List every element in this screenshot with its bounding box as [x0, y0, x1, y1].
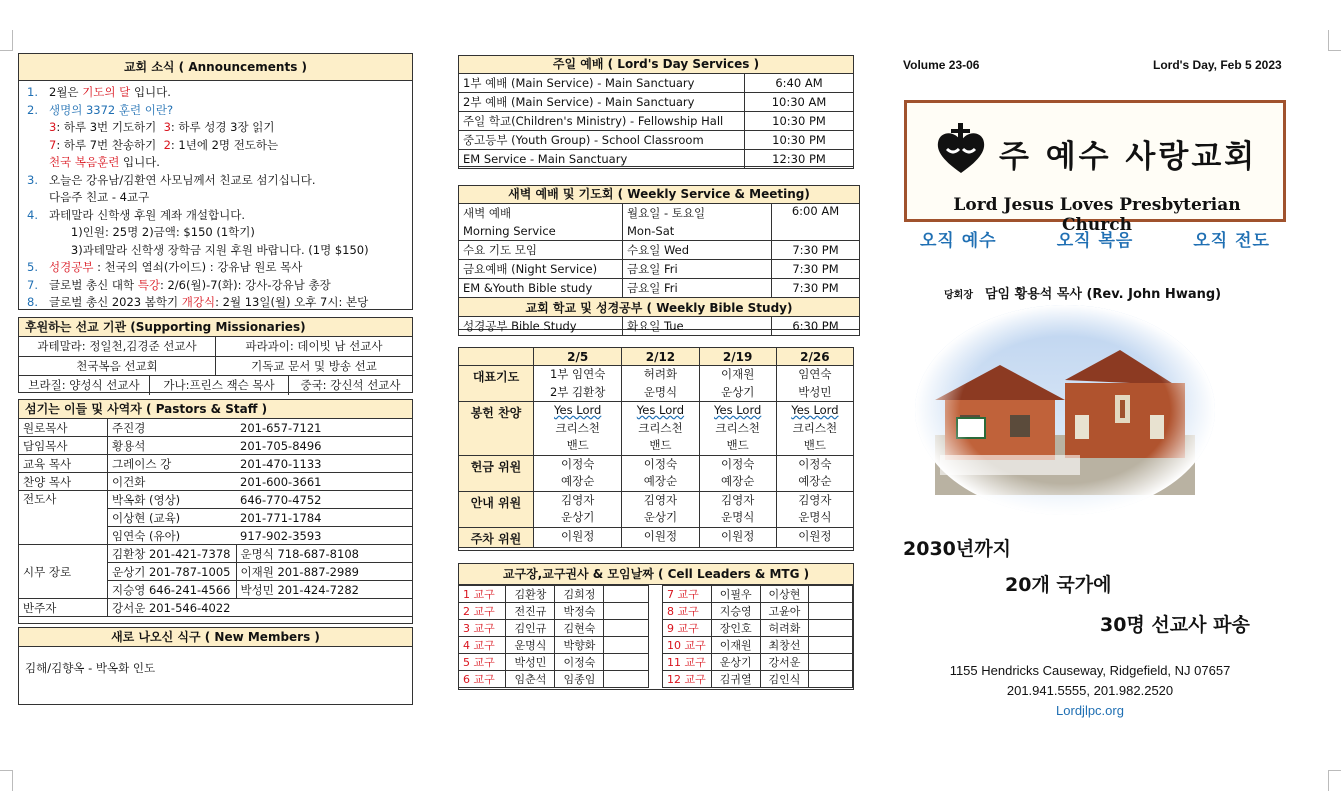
pastor-line [944, 283, 1221, 302]
cell-leader: 전진규 [506, 603, 555, 620]
cell-deaconess: 고윤아 [760, 603, 809, 620]
cell-leader: 김귀열 [711, 671, 760, 688]
duty-name: 이원정 [643, 529, 678, 544]
lords-day-title: 주일 예배 ( Lord's Day Services ) [459, 56, 853, 74]
cell-meeting [604, 637, 649, 654]
announcement-text: 7 [49, 137, 57, 152]
duty-name: 밴드 [803, 438, 826, 452]
logo-korean-name: 주 예수 사랑교회 [999, 139, 1258, 175]
announcement-text: 오늘은 강유남/김환연 사모님께서 친교로 섬기십니다. [49, 172, 316, 187]
duty-name: 이정숙 [720, 456, 755, 471]
announcements-list [19, 81, 412, 312]
vision-line-1: 2030년까지 [903, 538, 1011, 560]
staff-role: 찬양 목사 [19, 473, 108, 491]
missionaries-title: 후원하는 선교 기관 (Supporting Missionaries) [19, 318, 412, 337]
meeting-time: 6:30 PM [772, 317, 860, 336]
duty-date-header: 2/26 [776, 348, 853, 366]
cells-box [458, 563, 854, 690]
meeting-name: EM &Youth Bible study [459, 279, 623, 298]
duty-name: 이정숙 [643, 456, 678, 471]
announcement-item [27, 189, 412, 207]
staff-phone: 201-600-3661 [236, 473, 413, 491]
cell-group-number: 7 교구 [663, 586, 712, 603]
cell-meeting [604, 671, 649, 688]
cell-deaconess: 박정숙 [555, 603, 604, 620]
cell-leader: 김인규 [506, 620, 555, 637]
duty-cell [534, 366, 622, 402]
page-corner-mark [0, 770, 13, 791]
cell-leader: 운상기 [711, 654, 760, 671]
duty-role-label: 안내 위원 [459, 491, 534, 527]
vision-line-3: 30명 선교사 파송 [1100, 614, 1250, 636]
announcement-number: 3. [27, 172, 38, 187]
staff-role: 교육 목사 [19, 455, 108, 473]
service-name: 중고등부 (Youth Group) - School Classroom [459, 131, 745, 150]
announcement-item [27, 137, 412, 155]
duty-name: 밴드 [726, 438, 749, 452]
staff-name: 그레이스 강 [108, 455, 237, 473]
volume-label: Volume 23-06 [903, 58, 980, 72]
duty-name: 이정숙 [561, 456, 595, 471]
duty-name: 예장순 [720, 474, 755, 488]
staff-phone: 201-657-7121 [236, 419, 413, 437]
cell-meeting [809, 637, 853, 654]
duty-cell [776, 527, 853, 547]
missionary-cell: 가나:프린스 잭슨 목사 [150, 376, 289, 395]
duty-name: 운상기 [643, 510, 678, 524]
missionaries-box [18, 317, 413, 393]
cell-deaconess: 김인식 [760, 671, 809, 688]
announcement-item [27, 84, 412, 102]
duty-role-label: 대표기도 [459, 366, 534, 402]
cell-group-number: 9 교구 [663, 620, 712, 637]
duty-date-header: 2/5 [534, 348, 622, 366]
duty-name: 이원정 [561, 529, 595, 544]
announcement-text: 특강 [137, 277, 160, 292]
elder-entry: 박성민 201-424-7282 [236, 581, 413, 599]
cell-deaconess: 이정숙 [555, 654, 604, 671]
meeting-name: 새벽 예배 [459, 204, 623, 223]
announcement-number: 1. [27, 85, 38, 99]
service-time: 6:40 AM [745, 74, 854, 93]
announcements-box [18, 53, 413, 310]
announcement-item [27, 242, 412, 260]
meeting-day: 금요일 Fri [623, 260, 772, 279]
meeting-name: Morning Service [459, 222, 623, 241]
duty-cell [776, 366, 853, 402]
pastor-name: 담임 황용석 목사 (Rev. John Hwang) [985, 287, 1222, 302]
missionary-cell: 과테말라: 정일천,김경준 선교사 [19, 337, 216, 356]
announcement-text: : 하루 3번 기도하기 [56, 120, 164, 134]
announcement-text: 글로벌 총신 2023 봄학기 [49, 295, 182, 309]
cell-group-number: 5 교구 [459, 654, 506, 671]
staff-name: 박옥화 (영상) [108, 491, 237, 509]
staff-phone: 201-705-8496 [236, 437, 413, 455]
duty-name: 운명식 [720, 510, 755, 524]
duty-name: 예장순 [643, 474, 678, 488]
service-time: 10:30 AM [745, 93, 854, 112]
meeting-name: 수요 기도 모임 [459, 241, 623, 260]
meeting-day: 수요일 Wed [623, 241, 772, 260]
duty-cell [622, 455, 699, 491]
announcement-text: 성경공부 [49, 260, 94, 274]
duty-name: 2부 김환창 [549, 384, 606, 399]
duty-name: Yes Lord [554, 403, 602, 417]
heart-cross-logo-icon [931, 121, 991, 181]
church-building-image [915, 305, 1215, 515]
announcement-item [27, 207, 412, 225]
service-time: 12:30 PM [745, 150, 854, 169]
service-name: EM Service - Main Sanctuary [459, 150, 745, 169]
cell-meeting [604, 620, 649, 637]
service-date: Lord's Day, Feb 5 2023 [1153, 58, 1282, 72]
meeting-time [772, 222, 860, 241]
slogans [920, 226, 1270, 251]
announcements-title: 교회 소식 ( Announcements ) [19, 54, 412, 81]
duty-role-label: 헌금 위원 [459, 455, 534, 491]
elder-entry: 김환창 201-421-7378 [108, 545, 237, 563]
duty-name: 크리스천 [792, 420, 838, 435]
staff-name: 이상현 (교육) [108, 509, 237, 527]
duty-box [458, 347, 854, 551]
cell-deaconess: 임종임 [555, 671, 604, 688]
missionary-cell: 브라질: 양성식 선교사 [19, 376, 150, 395]
duty-cell [534, 455, 622, 491]
duty-cell [776, 491, 853, 527]
duty-name: 임연숙 [798, 367, 832, 381]
weekly-box [458, 185, 860, 333]
announcement-number: 7. [27, 277, 38, 292]
missionaries-row3 [19, 376, 412, 395]
announcement-text: 생명의 3372 훈련 이란? [49, 102, 174, 117]
duty-name: 김영자 [798, 492, 832, 507]
cell-leader: 이필우 [711, 586, 760, 603]
weekly-table [458, 203, 860, 336]
cell-leader: 지승영 [711, 603, 760, 620]
elder-entry: 운상기 201-787-1005 [108, 563, 237, 581]
cell-group-number: 2 교구 [459, 603, 506, 620]
announcement-item [27, 294, 412, 312]
cell-meeting [604, 603, 649, 620]
duty-cell [776, 455, 853, 491]
announcement-text: 다음주 친교 - 4교구 [49, 190, 150, 204]
staff-role: 전도사 [19, 491, 108, 545]
weekly-title: 새벽 예배 및 기도회 ( Weekly Service & Meeting) [459, 186, 859, 204]
duty-cell [622, 402, 699, 456]
announcement-text: : 천국의 열쇠(가이드) : 강유남 원로 목사 [93, 260, 303, 274]
duty-role-label: 봉헌 찬양 [459, 402, 534, 456]
staff-name: 주진경 [108, 419, 237, 437]
announcement-item [27, 119, 412, 137]
announcement-text: 2월은 [49, 85, 83, 99]
duty-name: 운상기 [561, 510, 595, 524]
cell-deaconess: 김희정 [555, 586, 604, 603]
cell-meeting [809, 620, 853, 637]
staff-name: 임연숙 (유아) [108, 527, 237, 545]
meeting-time: 7:30 PM [772, 260, 860, 279]
announcement-text: 3)과테말라 신학생 장학금 지원 후원 바랍니다. (1명 $150) [49, 242, 369, 257]
cell-leader: 장인호 [711, 620, 760, 637]
cell-meeting [809, 586, 853, 603]
duty-name: 예장순 [798, 474, 832, 488]
announcement-text: 천국 복음훈련 [49, 155, 120, 169]
cells-title: 교구장,교구권사 & 모임날짜 ( Cell Leaders & MTG ) [459, 564, 853, 585]
church-address: 1155 Hendricks Causeway, Ridgefield, NJ 07657 [949, 663, 1231, 678]
duty-name: 김영자 [561, 492, 595, 507]
duty-name: 밴드 [649, 438, 672, 452]
announcement-item [27, 224, 412, 242]
pastor-prefix: 당회장 [944, 290, 973, 301]
lords-day-table [458, 73, 854, 169]
duty-table [458, 347, 854, 548]
duty-cell [776, 402, 853, 456]
missionary-cell: 기독교 문서 및 방송 선교 [251, 358, 377, 373]
duty-cell [699, 527, 776, 547]
announcement-text: : 하루 7번 찬송하기 [56, 137, 164, 152]
cell-group-number: 12 교구 [663, 671, 712, 688]
cells-grid [459, 585, 853, 688]
duty-name: 크리스천 [638, 420, 683, 435]
cell-leader: 임춘석 [506, 671, 555, 688]
duty-name: 운명식 [798, 510, 832, 524]
announcement-text: : 하루 성경 3장 읽기 [170, 120, 275, 134]
staff-phone: 646-770-4752 [236, 491, 413, 509]
cells-right-table [662, 585, 853, 688]
service-name: 1부 예배 (Main Service) - Main Sanctuary [459, 74, 745, 93]
page-corner-mark [1328, 770, 1341, 791]
cell-group-number: 11 교구 [663, 654, 712, 671]
duty-cell [622, 366, 699, 402]
duty-name: 박성민 [798, 384, 832, 399]
duty-name: 예장순 [561, 474, 595, 488]
announcement-item [27, 154, 412, 172]
staff-name: 강서운 201-546-4022 [108, 599, 413, 617]
new-members-title: 새로 나오신 식구 ( New Members ) [19, 628, 412, 647]
duty-name: 밴드 [566, 438, 589, 452]
vision-line-2: 20개 국가에 [1005, 574, 1112, 596]
cell-deaconess: 이상현 [760, 586, 809, 603]
announcement-text: 3 [163, 120, 171, 134]
logo-english-name: Lord Jesus Loves Presbyterian Church [953, 195, 1241, 235]
staff-table [18, 418, 413, 617]
staff-role: 원로목사 [19, 419, 108, 437]
announcement-text: 글로벌 총신 대학 [49, 277, 138, 292]
staff-phone: 201-470-1133 [236, 455, 413, 473]
staff-title: 섬기는 이들 및 사역자 ( Pastors & Staff ) [19, 400, 412, 419]
cell-deaconess: 최창선 [760, 637, 809, 654]
cell-group-number: 1 교구 [459, 586, 506, 603]
duty-cell [534, 527, 622, 547]
meeting-day: 월요일 - 토요일 [623, 204, 772, 223]
meeting-time: 7:30 PM [772, 279, 860, 298]
staff-box [18, 399, 413, 624]
page-corner-mark [1328, 30, 1341, 51]
duty-name: 김영자 [643, 492, 678, 507]
announcement-number: 4. [27, 207, 38, 222]
duty-name: 이원정 [720, 529, 755, 544]
duty-name: Yes Lord [791, 403, 839, 417]
slogan-text: 오직 예수 [920, 231, 997, 251]
announcement-text: : 2월 13일(월) 오후 7시: 본당 [215, 295, 369, 309]
announcement-number: 5. [27, 260, 38, 274]
staff-phone: 201-771-1784 [236, 509, 413, 527]
announcement-text: 1)인원: 25명 2)금액: $150 (1학기) [49, 225, 255, 239]
missionaries-table [19, 337, 412, 376]
service-time: 10:30 PM [745, 131, 854, 150]
duty-cell [699, 366, 776, 402]
cell-leader: 박성민 [506, 654, 555, 671]
meeting-day: Mon-Sat [623, 222, 772, 241]
duty-name: Yes Lord [636, 403, 685, 417]
cell-deaconess: 허려화 [760, 620, 809, 637]
church-phones: 201.941.5555, 201.982.2520 [1006, 683, 1174, 698]
elder-entry: 운명식 718-687-8108 [236, 545, 413, 563]
slogan-text: 오직 복음 [1056, 231, 1134, 251]
announcement-item [27, 172, 412, 190]
slogan-text: 오직 전도 [1193, 231, 1270, 251]
elder-entry: 이재원 201-887-2989 [236, 563, 413, 581]
meeting-time: 7:30 PM [772, 241, 860, 260]
duty-cell [534, 402, 622, 456]
elder-entry: 지승영 646-241-4566 [108, 581, 237, 599]
duty-name: 운명식 [643, 384, 678, 399]
duty-cell [699, 455, 776, 491]
cell-meeting [809, 671, 853, 688]
staff-name: 황용석 [108, 437, 237, 455]
duty-role-label: 주차 위원 [459, 527, 534, 547]
staff-role: 담임목사 [19, 437, 108, 455]
cell-meeting [809, 654, 853, 671]
announcement-text: 기도의 달 [82, 85, 131, 99]
duty-name: 이원정 [798, 529, 832, 544]
announcement-text: 입니다. [130, 85, 171, 99]
service-time: 10:30 PM [745, 112, 854, 131]
cell-leader: 운명식 [506, 637, 555, 654]
announcement-text: 2 [163, 137, 171, 152]
cell-group-number: 3 교구 [459, 620, 506, 637]
duty-cell [622, 491, 699, 527]
announcement-item [27, 277, 412, 295]
duty-name: 이재원 [720, 367, 755, 381]
duty-name: 김영자 [720, 492, 755, 507]
duty-name: 크리스천 [715, 420, 760, 435]
announcement-number: 2. [27, 102, 38, 117]
duty-cell [622, 527, 699, 547]
cell-meeting [604, 586, 649, 603]
cell-group-number: 6 교구 [459, 671, 506, 688]
cell-deaconess: 박향화 [555, 637, 604, 654]
announcement-text: 3 [49, 120, 57, 134]
cell-meeting [809, 603, 853, 620]
announcement-text: : 1년에 2명 전도하는 [170, 137, 279, 152]
duty-cell [699, 402, 776, 456]
cell-group-number: 4 교구 [459, 637, 506, 654]
service-name: 주일 학교(Children's Ministry) - Fellowship Hall [459, 112, 745, 131]
cell-group-number: 10 교구 [663, 637, 712, 654]
new-members-text: 김해/김향옥 - 박옥화 인도 [25, 661, 156, 675]
missionary-cell: 천국복음 선교회 [19, 356, 216, 375]
staff-phone: 917-902-3593 [236, 527, 413, 545]
lords-day-box [458, 55, 854, 167]
announcement-item [27, 259, 412, 277]
cell-leader: 김환창 [506, 586, 555, 603]
cell-meeting [604, 654, 649, 671]
announcement-text: : 2/6(월)-7(화): 강사-강유남 총장 [159, 277, 331, 292]
new-members-box [18, 627, 413, 705]
announcement-item [27, 102, 412, 120]
page-corner-mark [0, 30, 13, 51]
announcement-text: 입니다. [119, 155, 160, 169]
duty-name: 크리스천 [555, 420, 600, 435]
meeting-day: 화요일 Tue [623, 317, 772, 336]
duty-date-header: 2/19 [699, 348, 776, 366]
church-photo [915, 305, 1215, 515]
announcement-number: 8. [27, 295, 38, 309]
meeting-name: 성경공부 Bible Study [459, 317, 623, 336]
meeting-name: 금요예배 (Night Service) [459, 260, 623, 279]
duty-cell [534, 491, 622, 527]
duty-name: 운상기 [720, 384, 755, 399]
church-website-link[interactable]: Lordjlpc.org [1056, 703, 1124, 718]
church-logo [904, 100, 1286, 235]
duty-name: 1부 임연숙 [549, 367, 606, 381]
service-name: 2부 예배 (Main Service) - Main Sanctuary [459, 93, 745, 112]
cells-left-table [458, 585, 649, 688]
missionary-cell: 파라과이: 데이빗 남 선교사 [245, 339, 383, 354]
staff-name: 이건화 [108, 473, 237, 491]
duty-cell [699, 491, 776, 527]
staff-role: 반주자 [19, 599, 108, 617]
duty-date-header: 2/12 [622, 348, 699, 366]
meeting-day: 금요일 Fri [623, 279, 772, 298]
duty-name: 허려화 [643, 367, 678, 381]
cell-deaconess: 강서운 [760, 654, 809, 671]
duty-corner [459, 348, 534, 366]
cell-group-number: 8 교구 [663, 603, 712, 620]
missionary-cell: 중국: 강신석 선교사 [300, 377, 401, 392]
duty-name: Yes Lord [714, 403, 762, 417]
meeting-time: 6:00 AM [772, 204, 860, 223]
cell-leader: 이재원 [711, 637, 760, 654]
announcement-text: 과테말라 신학생 후원 계좌 개설합니다. [49, 207, 246, 222]
duty-name: 이정숙 [798, 456, 832, 471]
bible-study-title: 교회 학교 및 성경공부 ( Weekly Bible Study) [459, 298, 860, 317]
staff-role: 시무 장로 [19, 545, 108, 599]
announcement-text: 개강식 [181, 295, 216, 309]
cell-deaconess: 김현숙 [555, 620, 604, 637]
